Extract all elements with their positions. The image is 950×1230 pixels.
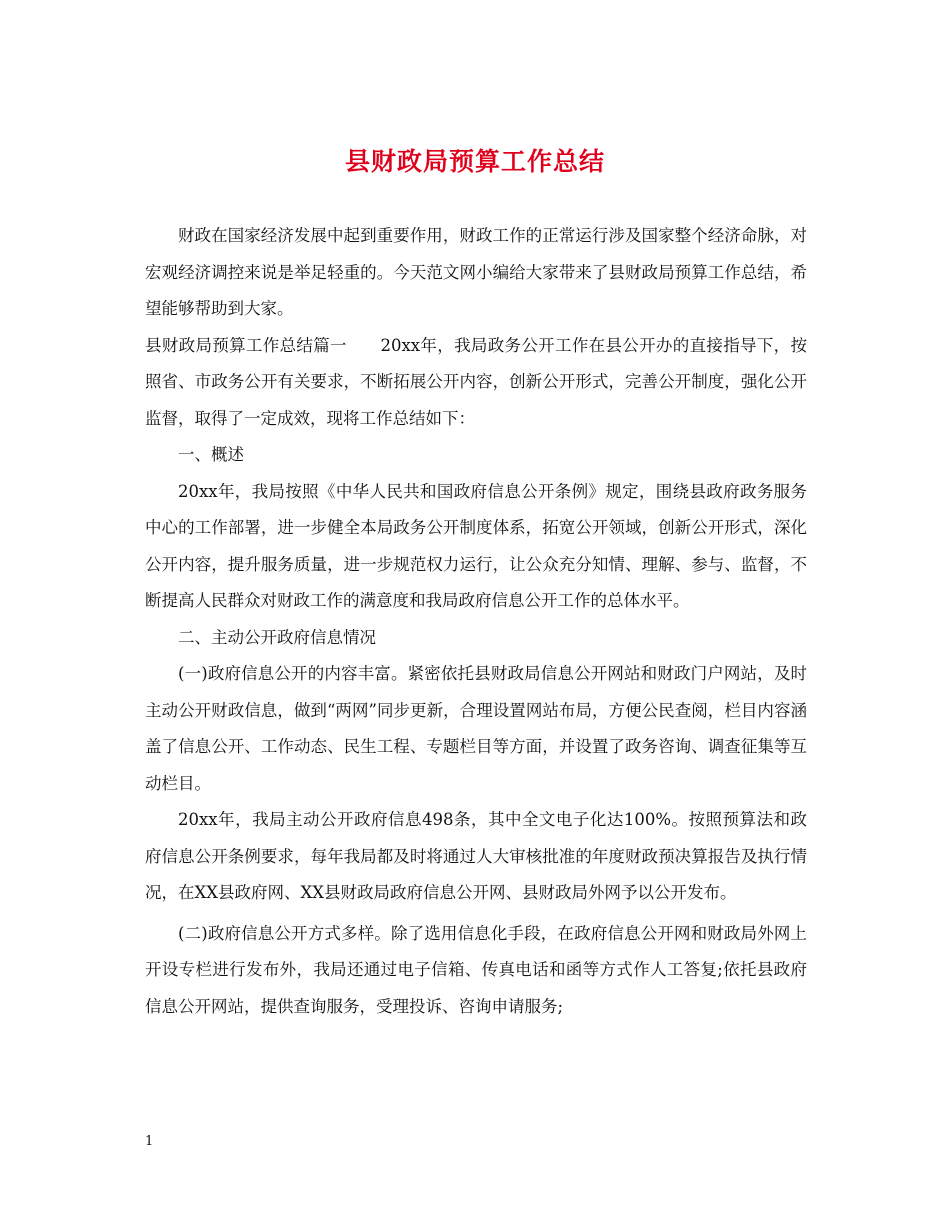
heading-overview: 一、概述	[178, 445, 244, 464]
document-title: 县财政局预算工作总结	[344, 147, 605, 176]
statistics-paragraph: 20xx年，我局主动公开政府信息498条，其中全文电子化达100%。按照预算法和政府信息公开条例要求，每年我局都及时将通过人大审核批准的年度财政预决算报告及执行情况，在XX县政府网、XX县财政局政府信息公开网、县财政局外网予以公开发布。	[145, 810, 807, 902]
content-paragraph: (一)政府信息公开的内容丰富。紧密依托县财政局信息公开网站和财政门户网站，及时主动公开财政信息，做到“两网”同步更新，合理设置网站布局，方便公民查阅，栏目内容涵盖了信息公开、工作动态、民生工程、专题栏目等方面，并设置了政务咨询、调查征集等互动栏目。	[145, 664, 807, 793]
overview-paragraph: 20xx年，我局按照《中华人民共和国政府信息公开条例》规定，围绕县政府政务服务中心的工作部署，进一步健全本局政务公开制度体系，拓宽公开领域，创新公开形式，深化公开内容，提升服务质量，进一步规范权力运行，让公众充分知情、理解、参与、监督，不断提高人民群众对财政工作的满意度和我局政府信息公开工作的总体水平。	[145, 481, 807, 610]
section-intro-paragraph: 县财政局预算工作总结篇一 20xx年，我局政务公开工作在县公开办的直接指导下，按照省、市政务公开有关要求，不断拓展公开内容，创新公开形式，完善公开制度，强化公开监督，取得了一定成效，现将工作总结如下：	[145, 335, 807, 428]
methods-paragraph: (二)政府信息公开方式多样。除了选用信息化手段，在政府信息公开网和财政局外网上开设专栏进行发布外，我局还通过电子信箱、传真电话和函等方式作人工答复;依托县政府信息公开网站，提供查询服务，受理投诉、咨询申请服务;	[145, 923, 807, 1016]
heading-proactive-disclosure: 二、主动公开政府信息情况	[178, 627, 376, 647]
document-body	[145, 218, 807, 1025]
intro-paragraph: 财政在国家经济发展中起到重要作用，财政工作的正常运行涉及国家整个经济命脉，对宏观经济调控来说是举足轻重的。今天范文网小编给大家带来了县财政局预算工作总结，希望能够帮助到大家。	[145, 226, 807, 318]
page-number: 1	[145, 1134, 154, 1149]
